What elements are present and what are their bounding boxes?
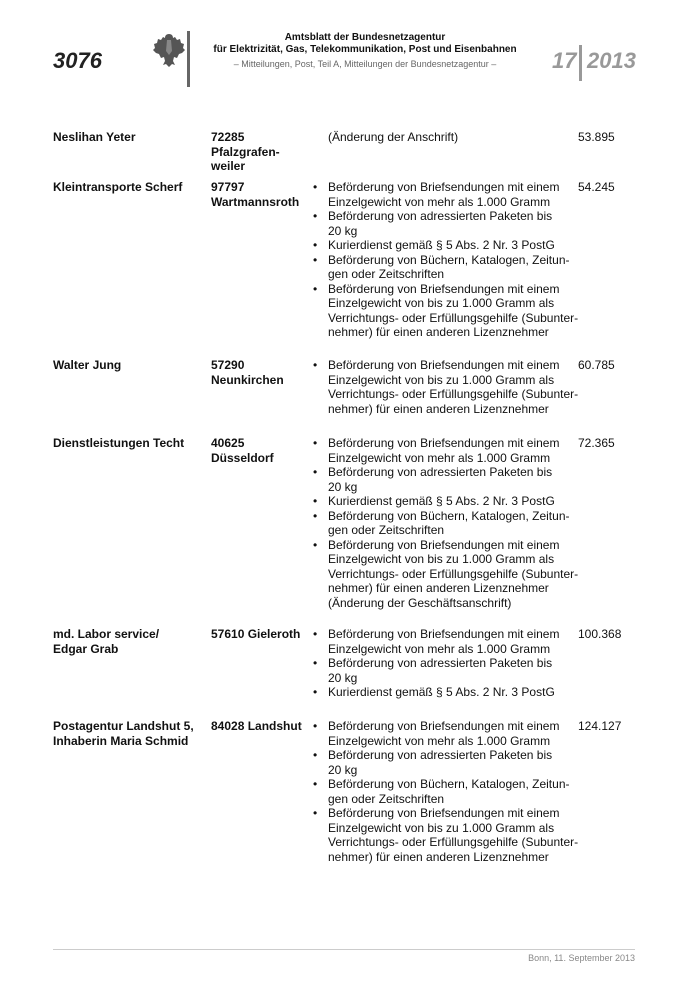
change-note: (Änderung der Anschrift)	[328, 130, 459, 144]
list-item: • Beförderung von Büchern, Katalogen, Zeitun- gen oder Zeitschriften	[313, 777, 570, 806]
licensee-name: Neslihan Yeter	[53, 130, 136, 144]
licensee-name: Walter Jung	[53, 358, 122, 372]
bullet-icon: •	[313, 238, 318, 252]
issue-year: 2013	[587, 48, 636, 73]
page-number: 3076	[53, 48, 102, 73]
footer-divider	[53, 949, 635, 950]
header-divider	[187, 31, 190, 87]
service-description	[313, 719, 579, 864]
bullet-icon: •	[313, 656, 318, 670]
list-item: • Beförderung von adressierten Paketen bis 20 kg	[313, 209, 553, 238]
list-item: • Beförderung von adressierten Paketen bis 20 kg	[313, 465, 553, 494]
bullet-icon: •	[313, 436, 318, 450]
licensee-address: 57290 Neunkirchen	[211, 358, 284, 387]
list-item: • Kurierdienst gemäß § 5 Abs. 2 Nr. 3 PostG	[313, 238, 555, 252]
list-item: • Beförderung von Briefsendungen mit einem Einzelgewicht von bis zu 1.000 Gramm als Verrichtungs- oder Erfüllungsgehilfe (Subunter- nehmer) für einen anderen Lizenznehmer	[313, 806, 579, 864]
license-number: 100.368	[578, 627, 622, 641]
list-item: • Kurierdienst gemäß § 5 Abs. 2 Nr. 3 PostG	[313, 685, 555, 699]
licensee-name: md. Labor service/ Edgar Grab	[53, 627, 160, 656]
bullet-icon: •	[313, 209, 318, 223]
licensee-address: 84028 Landshut	[211, 719, 302, 733]
licensee-address: 72285 Pfalzgrafen- weiler	[211, 130, 280, 173]
license-number: 72.365	[578, 436, 615, 450]
bullet-icon: •	[313, 685, 318, 699]
issue-divider	[579, 45, 582, 81]
issue-number: 17	[552, 48, 577, 73]
list-item: • Beförderung von Briefsendungen mit einem Einzelgewicht von mehr als 1.000 Gramm	[313, 627, 560, 656]
license-number: 54.245	[578, 180, 615, 194]
bullet-icon: •	[313, 508, 318, 523]
list-item: • Beförderung von Briefsendungen mit einem Einzelgewicht von bis zu 1.000 Gramm als Verrichtungs- oder Erfüllungsgehilfe (Subunter- nehmer) für einen anderen Lizenznehmer (Änderung der Geschäftsanschrift)	[313, 537, 579, 610]
list-item: • Kurierdienst gemäß § 5 Abs. 2 Nr. 3 PostG	[313, 494, 555, 508]
bullet-icon: •	[313, 180, 318, 194]
licensee-name: Postagentur Landshut 5, Inhaberin Maria Schmid	[53, 719, 194, 748]
service-description	[313, 130, 575, 145]
list-item: • Beförderung von Briefsendungen mit einem Einzelgewicht von mehr als 1.000 Gramm	[313, 180, 560, 209]
licensee-name: Kleintransporte Scherf	[53, 180, 183, 194]
bullet-icon: •	[313, 806, 318, 820]
list-item: • Beförderung von Briefsendungen mit einem Einzelgewicht von mehr als 1.000 Gramm	[313, 719, 560, 748]
bullet-icon: •	[313, 252, 318, 267]
list-item: • Beförderung von Briefsendungen mit einem Einzelgewicht von bis zu 1.000 Gramm als Verrichtungs- oder Erfüllungsgehilfe (Subunter- nehmer) für einen anderen Lizenznehmer	[313, 281, 579, 339]
federal-eagle-icon	[152, 31, 186, 69]
header-title: Amtsblatt der Bundesnetzagentur für Elektrizität, Gas, Telekommunikation, Post und Eisenbahnen	[213, 32, 517, 55]
service-description	[313, 627, 575, 700]
bullet-icon: •	[313, 777, 318, 791]
license-number: 60.785	[578, 358, 615, 372]
list-item: • Beförderung von Büchern, Katalogen, Zeitun- gen oder Zeitschriften	[313, 508, 570, 537]
licensee-address: 97797 Wartmannsroth	[211, 180, 300, 209]
service-description	[313, 358, 579, 416]
service-description	[313, 436, 579, 610]
bullet-icon: •	[313, 627, 318, 641]
bullet-icon: •	[313, 719, 318, 733]
list-item: • Beförderung von Büchern, Katalogen, Zeitun- gen oder Zeitschriften	[313, 252, 570, 281]
list-item: • Beförderung von adressierten Paketen bis 20 kg	[313, 748, 553, 777]
bullet-icon: •	[313, 494, 318, 508]
footer-date: Bonn, 11. September 2013	[528, 953, 635, 963]
bullet-icon: •	[313, 281, 318, 296]
licensee-name: Dienstleistungen Techt	[53, 436, 185, 450]
header-subtitle: – Mitteilungen, Post, Teil A, Mitteilungen der Bundesnetzagentur –	[233, 59, 497, 69]
license-number: 124.127	[578, 719, 622, 733]
list-item: • Beförderung von Briefsendungen mit einem Einzelgewicht von bis zu 1.000 Gramm als Verrichtungs- oder Erfüllungsgehilfe (Subunter- nehmer) für einen anderen Lizenznehmer	[313, 358, 579, 416]
license-number: 53.895	[578, 130, 615, 144]
licensee-address: 40625 Düsseldorf	[211, 436, 274, 465]
list-item: • Beförderung von adressierten Paketen bis 20 kg	[313, 656, 553, 685]
service-description	[313, 180, 579, 340]
list-item: • Beförderung von Briefsendungen mit einem Einzelgewicht von mehr als 1.000 Gramm	[313, 436, 560, 465]
bullet-icon: •	[313, 465, 318, 479]
bullet-icon: •	[313, 537, 318, 552]
licensee-address: 57610 Gieleroth	[211, 627, 301, 641]
bullet-icon: •	[313, 748, 318, 762]
bullet-icon: •	[313, 358, 318, 372]
